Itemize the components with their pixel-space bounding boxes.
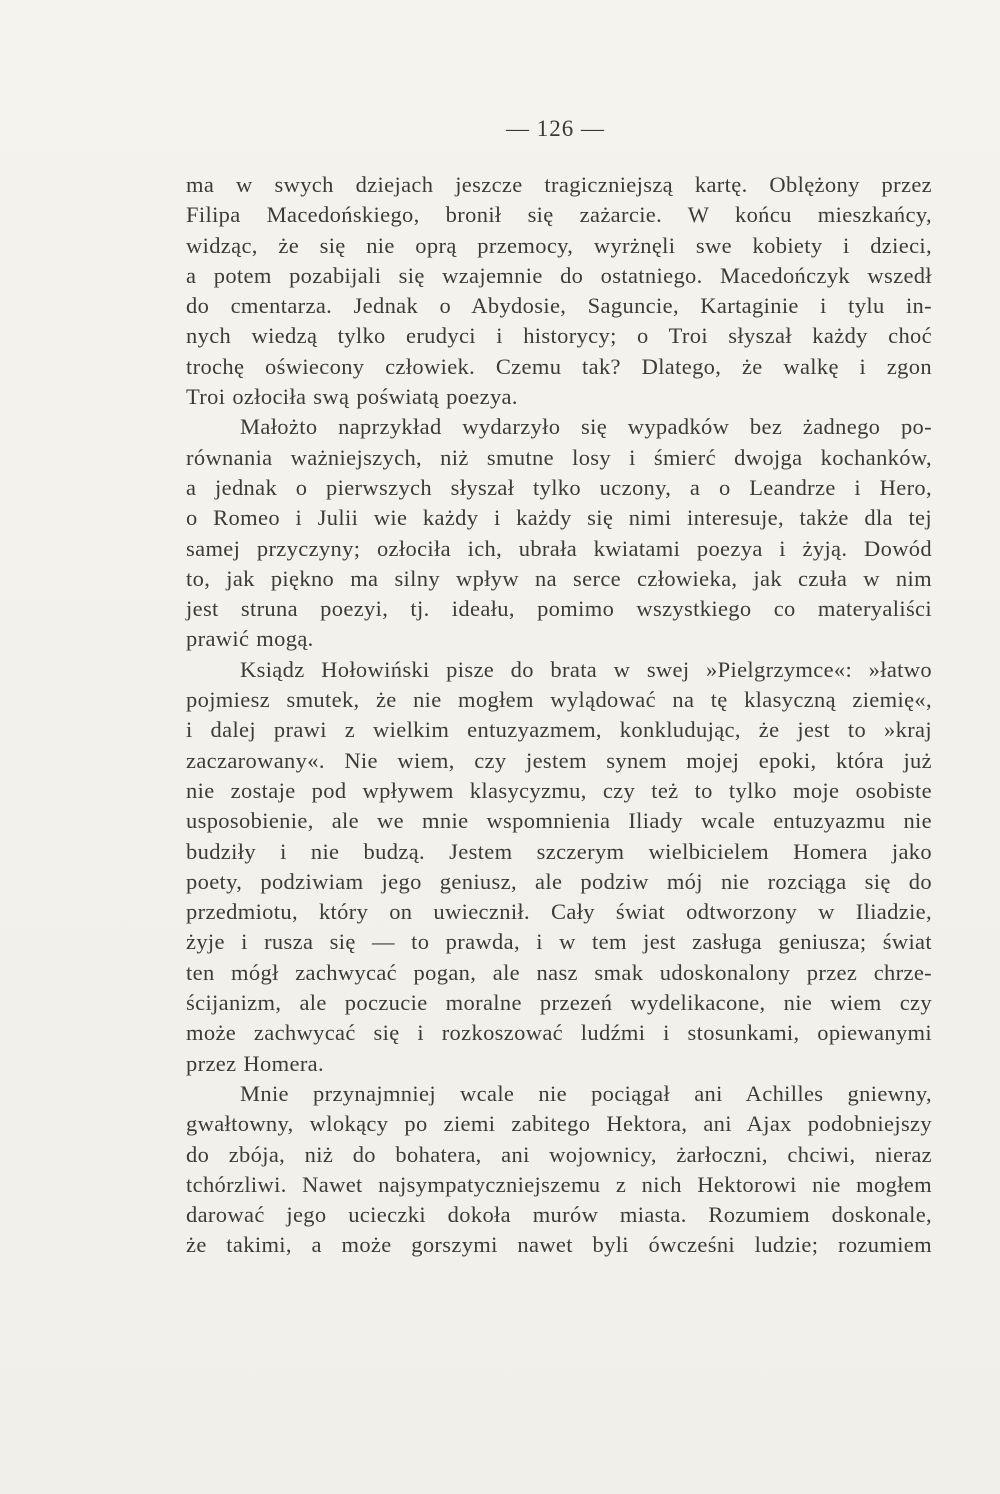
text-line: do zbója, niż do bohatera, ani wojownicy, żarłoczni, chciwi, nieraz (186, 1141, 932, 1167)
body-text (186, 170, 932, 1261)
text-line: poety, podziwiam jego geniusz, ale podziw mój nie rozciąga się do (186, 868, 932, 894)
text-line: Filipa Macedońskiego, bronił się zażarcie. W końcu mieszkańcy, (186, 202, 932, 228)
text-line: ma w swych dziejach jeszcze tragiczniejszą kartę. Oblężony przez (186, 172, 932, 197)
text-line: prawić mogą. (186, 626, 314, 652)
text-line: trochę oświecony człowiek. Czemu tak? Dlatego, że walkę i zgon (186, 353, 932, 379)
page-number: — 126 — (506, 116, 605, 141)
text-line: żyje i rusza się — to prawda, i w tem jest zasługa geniusza; świat (186, 929, 932, 955)
text-line: budziły i nie budzą. Jestem szczerym wielbicielem Homera jako (186, 838, 932, 864)
text-line: ścijanizm, ale poczucie moralne przezeń wydelikacone, nie wiem czy (186, 990, 932, 1016)
text-line: ten mógł zachwycać pogan, ale nasz smak udoskonalony przez chrze- (186, 959, 932, 985)
text-line: Mnie przynajmniej wcale nie pociągał ani Achilles gniewny, (240, 1080, 932, 1106)
text-line: Troi ozłociła swą poświatą poezya. (186, 384, 518, 410)
text-line: równania ważniejszych, niż smutne losy i śmierć dwojga kochanków, (186, 444, 932, 470)
text-line: pojmiesz smutek, że nie mogłem wylądować na tę klasyczną ziemię«, (186, 687, 932, 713)
text-line: nych wiedzą tylko erudyci i historycy; o Troi słyszał każdy choć (186, 323, 932, 349)
text-line: a jednak o pierwszych słyszał tylko uczony, a o Leandrze i Hero, (186, 474, 932, 500)
text-line: i dalej prawi z wielkim entuzyazmem, konkludując, że jest to »kraj (186, 717, 932, 743)
text-line: samej przyczyny; ozłociła ich, ubrała kwiatami poezya i żyją. Dowód (186, 535, 932, 561)
text-line: przez Homera. (186, 1050, 324, 1076)
text-line: gwałtowny, wlokący po ziemi zabitego Hektora, ani Ajax podobniejszy (186, 1111, 932, 1137)
text-line: Ksiądz Hołowiński pisze do brata w swej »Pielgrzymce«: »łatwo (240, 656, 932, 682)
text-line: nie zostaje pod wpływem klasycyzmu, czy też to tylko moje osobiste (186, 777, 932, 803)
text-line: przedmiotu, który on uwiecznił. Cały świat odtworzony w Iliadzie, (186, 899, 932, 925)
text-line: jest struna poezyi, tj. ideału, pomimo wszystkiego co materyaliści (186, 596, 932, 622)
text-line: widząc, że się nie oprą przemocy, wyrżnęli swe kobiety i dzieci, (186, 232, 932, 258)
text-line: o Romeo i Julii wie każdy i każdy się nimi interesuje, także dla tej (186, 505, 932, 531)
text-line: że takimi, a może gorszymi nawet byli ówcześni ludzie; rozumiem (186, 1232, 932, 1258)
text-line: tchórzliwi. Nawet najsympatyczniejszemu z nich Hektorowi nie mogłem (186, 1171, 932, 1197)
text-line: może zachwycać się i rozkoszować ludźmi i stosunkami, opiewanymi (186, 1020, 932, 1046)
text-line: Małożto naprzykład wydarzyło się wypadków bez żadnego po- (240, 414, 932, 440)
text-line: a potem pozabijali się wzajemnie do ostatniego. Macedończyk wszedł (186, 262, 932, 288)
text-line: darować jego ucieczki dokoła murów miasta. Rozumiem doskonale, (186, 1202, 932, 1228)
text-line: zaczarowany«. Nie wiem, czy jestem synem mojej epoki, która już (186, 747, 932, 773)
text-line: do cmentarza. Jednak o Abydosie, Saguncie, Kartaginie i tylu in- (186, 293, 932, 319)
text-line: to, jak piękno ma silny wpływ na serce człowieka, jak czuła w nim (186, 565, 932, 591)
text-line: usposobienie, ale we mnie wspomnienia Iliady wcale entuzyazmu nie (186, 808, 932, 834)
